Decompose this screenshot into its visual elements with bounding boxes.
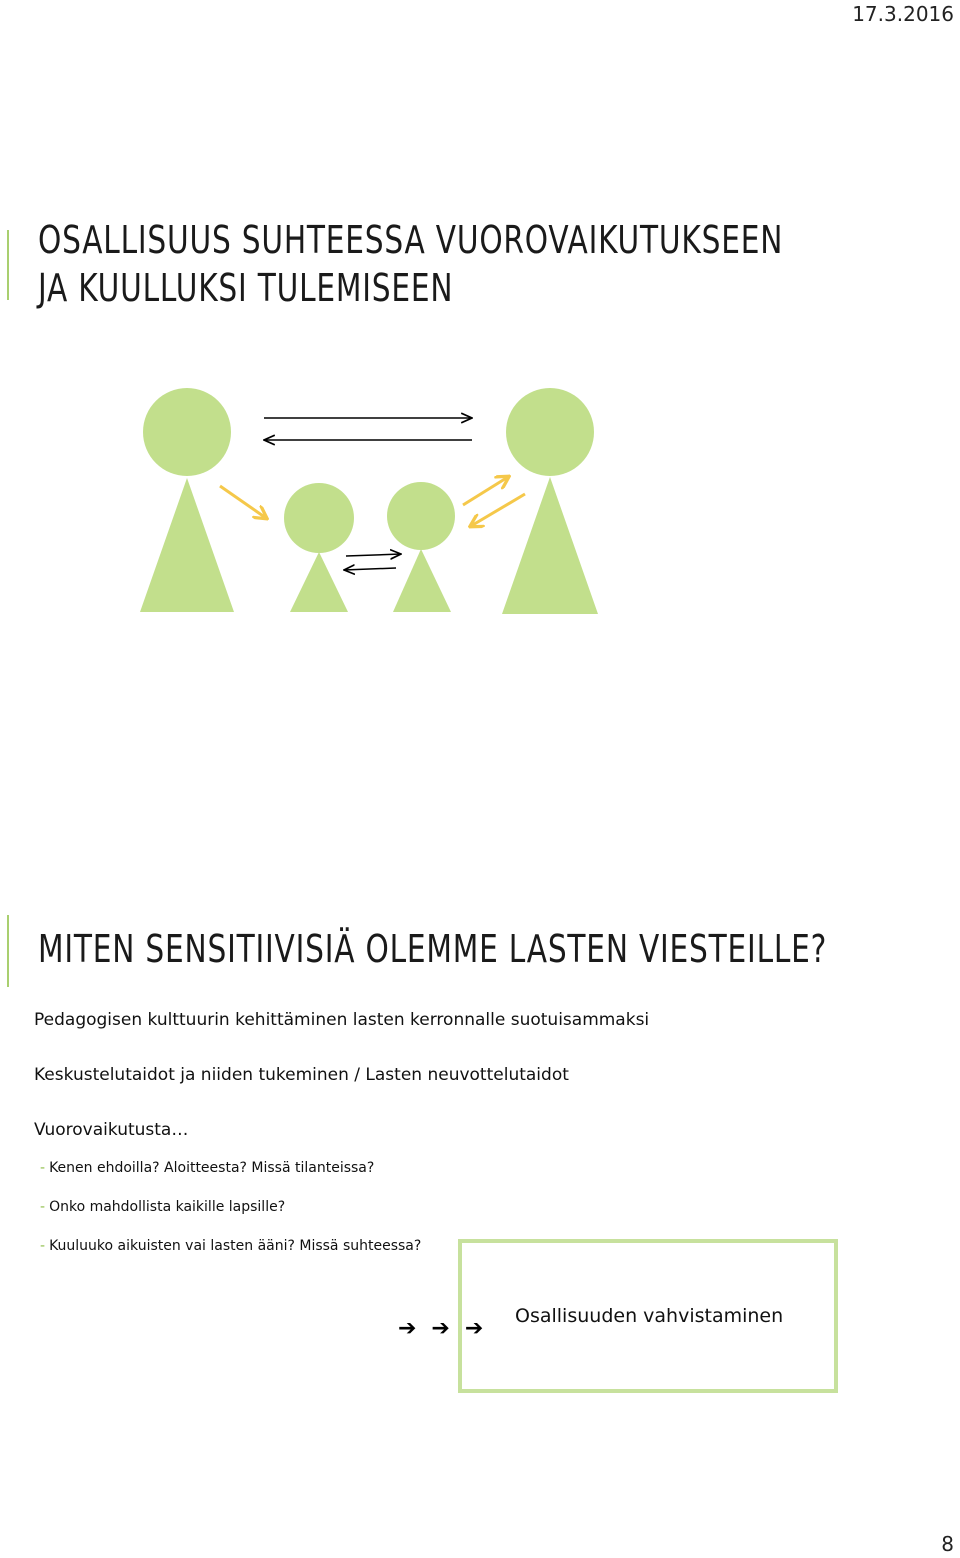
arrow-adult-left-to-child [220, 486, 266, 518]
list-item [40, 1199, 421, 1238]
bullet-dash: - [40, 1160, 46, 1176]
child-right-head [387, 482, 455, 550]
list-item-text: Kuuluuko aikuisten vai lasten ääni? Missä suhteessa? [49, 1238, 422, 1254]
list-item [40, 1238, 421, 1277]
highlight-box-label: Osallisuuden vahvistaminen [515, 1305, 784, 1327]
arrow-child-right-to-left [344, 568, 396, 570]
question-list [40, 1160, 421, 1277]
paragraph-pedagogical-culture: Pedagogisen kulttuurin kehittäminen lasten kerronnalle suotuisammaksi [34, 1010, 650, 1030]
bullet-dash: - [40, 1238, 46, 1254]
interaction-figure [0, 0, 960, 640]
arrow-icons: ➔ ➔ ➔ [398, 1316, 488, 1341]
child-left-body [290, 552, 348, 612]
adult-figure-left [140, 388, 234, 612]
child-figure-right [387, 482, 455, 612]
paragraph-interaction: Vuorovaikutusta… [34, 1120, 189, 1140]
paragraph-conversation-skills: Keskustelutaidot ja niiden tukeminen / Lasten neuvottelutaidot [34, 1065, 569, 1085]
slide-date: 17.3.2016 [852, 2, 954, 26]
adult-right-head [506, 388, 594, 476]
adult-left-head [143, 388, 231, 476]
bullet-dash: - [40, 1199, 46, 1215]
child-figure-left [284, 483, 354, 612]
list-item-text: Kenen ehdoilla? Aloitteesta? Missä tilanteissa? [49, 1160, 375, 1176]
arrow-adult-right-to-child [471, 494, 525, 526]
arrow-child-to-adult-right [463, 477, 508, 505]
adult-left-body [140, 478, 234, 612]
slide-title-1-line2: JA KUULLUKSI TULEMISEEN [38, 266, 454, 310]
arrow-child-left-to-right [346, 554, 401, 556]
slide-title-2: MITEN SENSITIIVISIÄ OLEMME LASTEN VIESTEILLE? [38, 927, 828, 971]
adult-figure-right [502, 388, 598, 614]
title-accent-bar-2 [7, 915, 9, 987]
slide-title-1-line1: OSALLISUUS SUHTEESSA VUOROVAIKUTUKSEEN [38, 218, 784, 262]
page-number: 8 [941, 1532, 954, 1556]
child-right-body [393, 549, 451, 612]
list-item [40, 1160, 421, 1199]
child-left-head [284, 483, 354, 553]
list-item-text: Onko mahdollista kaikille lapsille? [49, 1199, 286, 1215]
